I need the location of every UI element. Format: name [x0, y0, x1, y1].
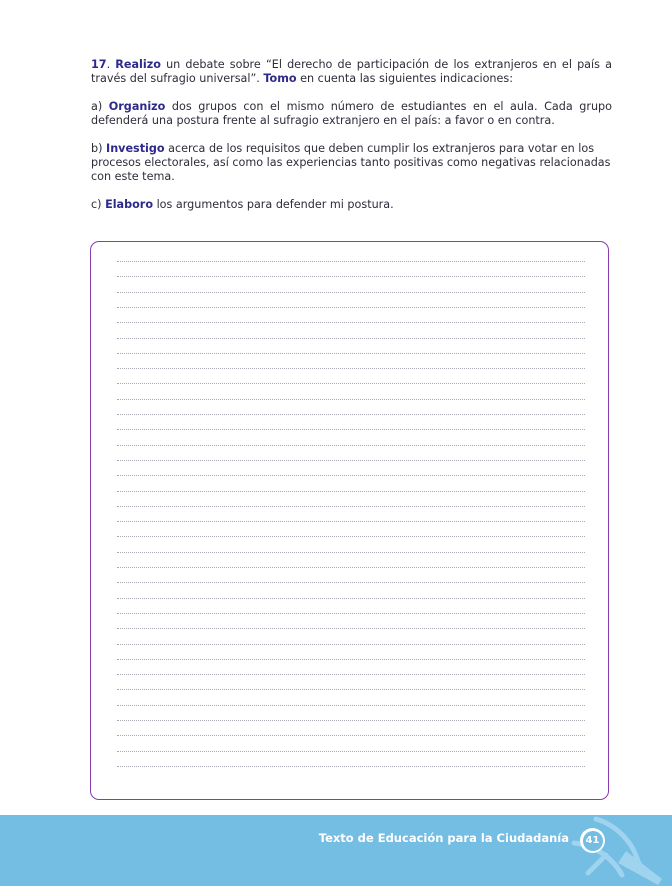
writing-line — [117, 460, 585, 461]
intro-text-1: un debate sobre “El derecho de participación de los extranjeros en el país a través del sufragio universal”. — [91, 58, 612, 85]
writing-line — [117, 383, 585, 384]
instruction-c-keyword: Elaboro — [105, 198, 154, 211]
activity-intro: 17. Realizo un debate sobre “El derecho de participación de los extranjeros en el país a través del sufragio universal”. Tomo en cuenta las siguientes indicaciones: — [91, 58, 612, 85]
instruction-a — [91, 100, 612, 128]
writing-line — [117, 613, 585, 614]
writing-line — [117, 475, 585, 476]
instruction-b-keyword: Investigo — [106, 142, 165, 155]
writing-line — [117, 399, 585, 400]
writing-line — [117, 292, 585, 293]
writing-line — [117, 735, 585, 736]
intro-text-2: en cuenta las siguientes indicaciones: — [296, 72, 513, 85]
instruction-a-text: dos grupos con el mismo número de estudiantes en el aula. Cada grupo defenderá una postura frente al sufragio extranjero en el país: a favor o en contra. — [91, 100, 612, 127]
writing-line — [117, 567, 585, 568]
instruction-c-letter: c) — [91, 198, 106, 211]
writing-line — [117, 353, 585, 354]
page-footer — [0, 815, 672, 886]
writing-line — [117, 659, 585, 660]
keyword-realizo: Realizo — [115, 58, 161, 71]
writing-area[interactable] — [90, 241, 609, 800]
writing-line — [117, 338, 585, 339]
activity-block — [91, 58, 612, 226]
writing-line — [117, 491, 585, 492]
instruction-c-text: los argumentos para defender mi postura. — [153, 198, 394, 211]
writing-line — [117, 276, 585, 277]
instruction-b — [91, 142, 612, 184]
instruction-a-letter: a) — [91, 100, 109, 113]
keyword-tomo: Tomo — [263, 72, 297, 85]
writing-line — [117, 689, 585, 690]
activity-number: 17 — [91, 58, 107, 71]
writing-line — [117, 766, 585, 767]
instruction-a-keyword: Organizo — [108, 100, 166, 113]
writing-line — [117, 521, 585, 522]
writing-line — [117, 506, 585, 507]
writing-line — [117, 598, 585, 599]
writing-line — [117, 536, 585, 537]
instruction-c — [91, 198, 612, 212]
instruction-b-letter: b) — [91, 142, 107, 155]
writing-line — [117, 582, 585, 583]
instruction-b-text: acerca de los requisitos que deben cumplir los extranjeros para votar en los procesos electorales, así como las experiencias tanto positivas como negativas relacionadas con este tema. — [91, 142, 611, 183]
writing-line — [117, 552, 585, 553]
writing-line — [117, 322, 585, 323]
page-number: 41 — [583, 831, 603, 851]
writing-line — [117, 368, 585, 369]
writing-line — [117, 674, 585, 675]
writing-line — [117, 705, 585, 706]
writing-line — [117, 414, 585, 415]
page-number-badge — [580, 828, 605, 853]
writing-line — [117, 429, 585, 430]
writing-line — [117, 307, 585, 308]
writing-line — [117, 751, 585, 752]
writing-line — [117, 445, 585, 446]
writing-line — [117, 720, 585, 721]
writing-line — [117, 628, 585, 629]
footer-title: Texto de Educación para la Ciudadanía — [318, 831, 569, 845]
writing-line — [117, 644, 585, 645]
writing-line — [117, 261, 585, 262]
rocket-icon — [566, 815, 672, 886]
